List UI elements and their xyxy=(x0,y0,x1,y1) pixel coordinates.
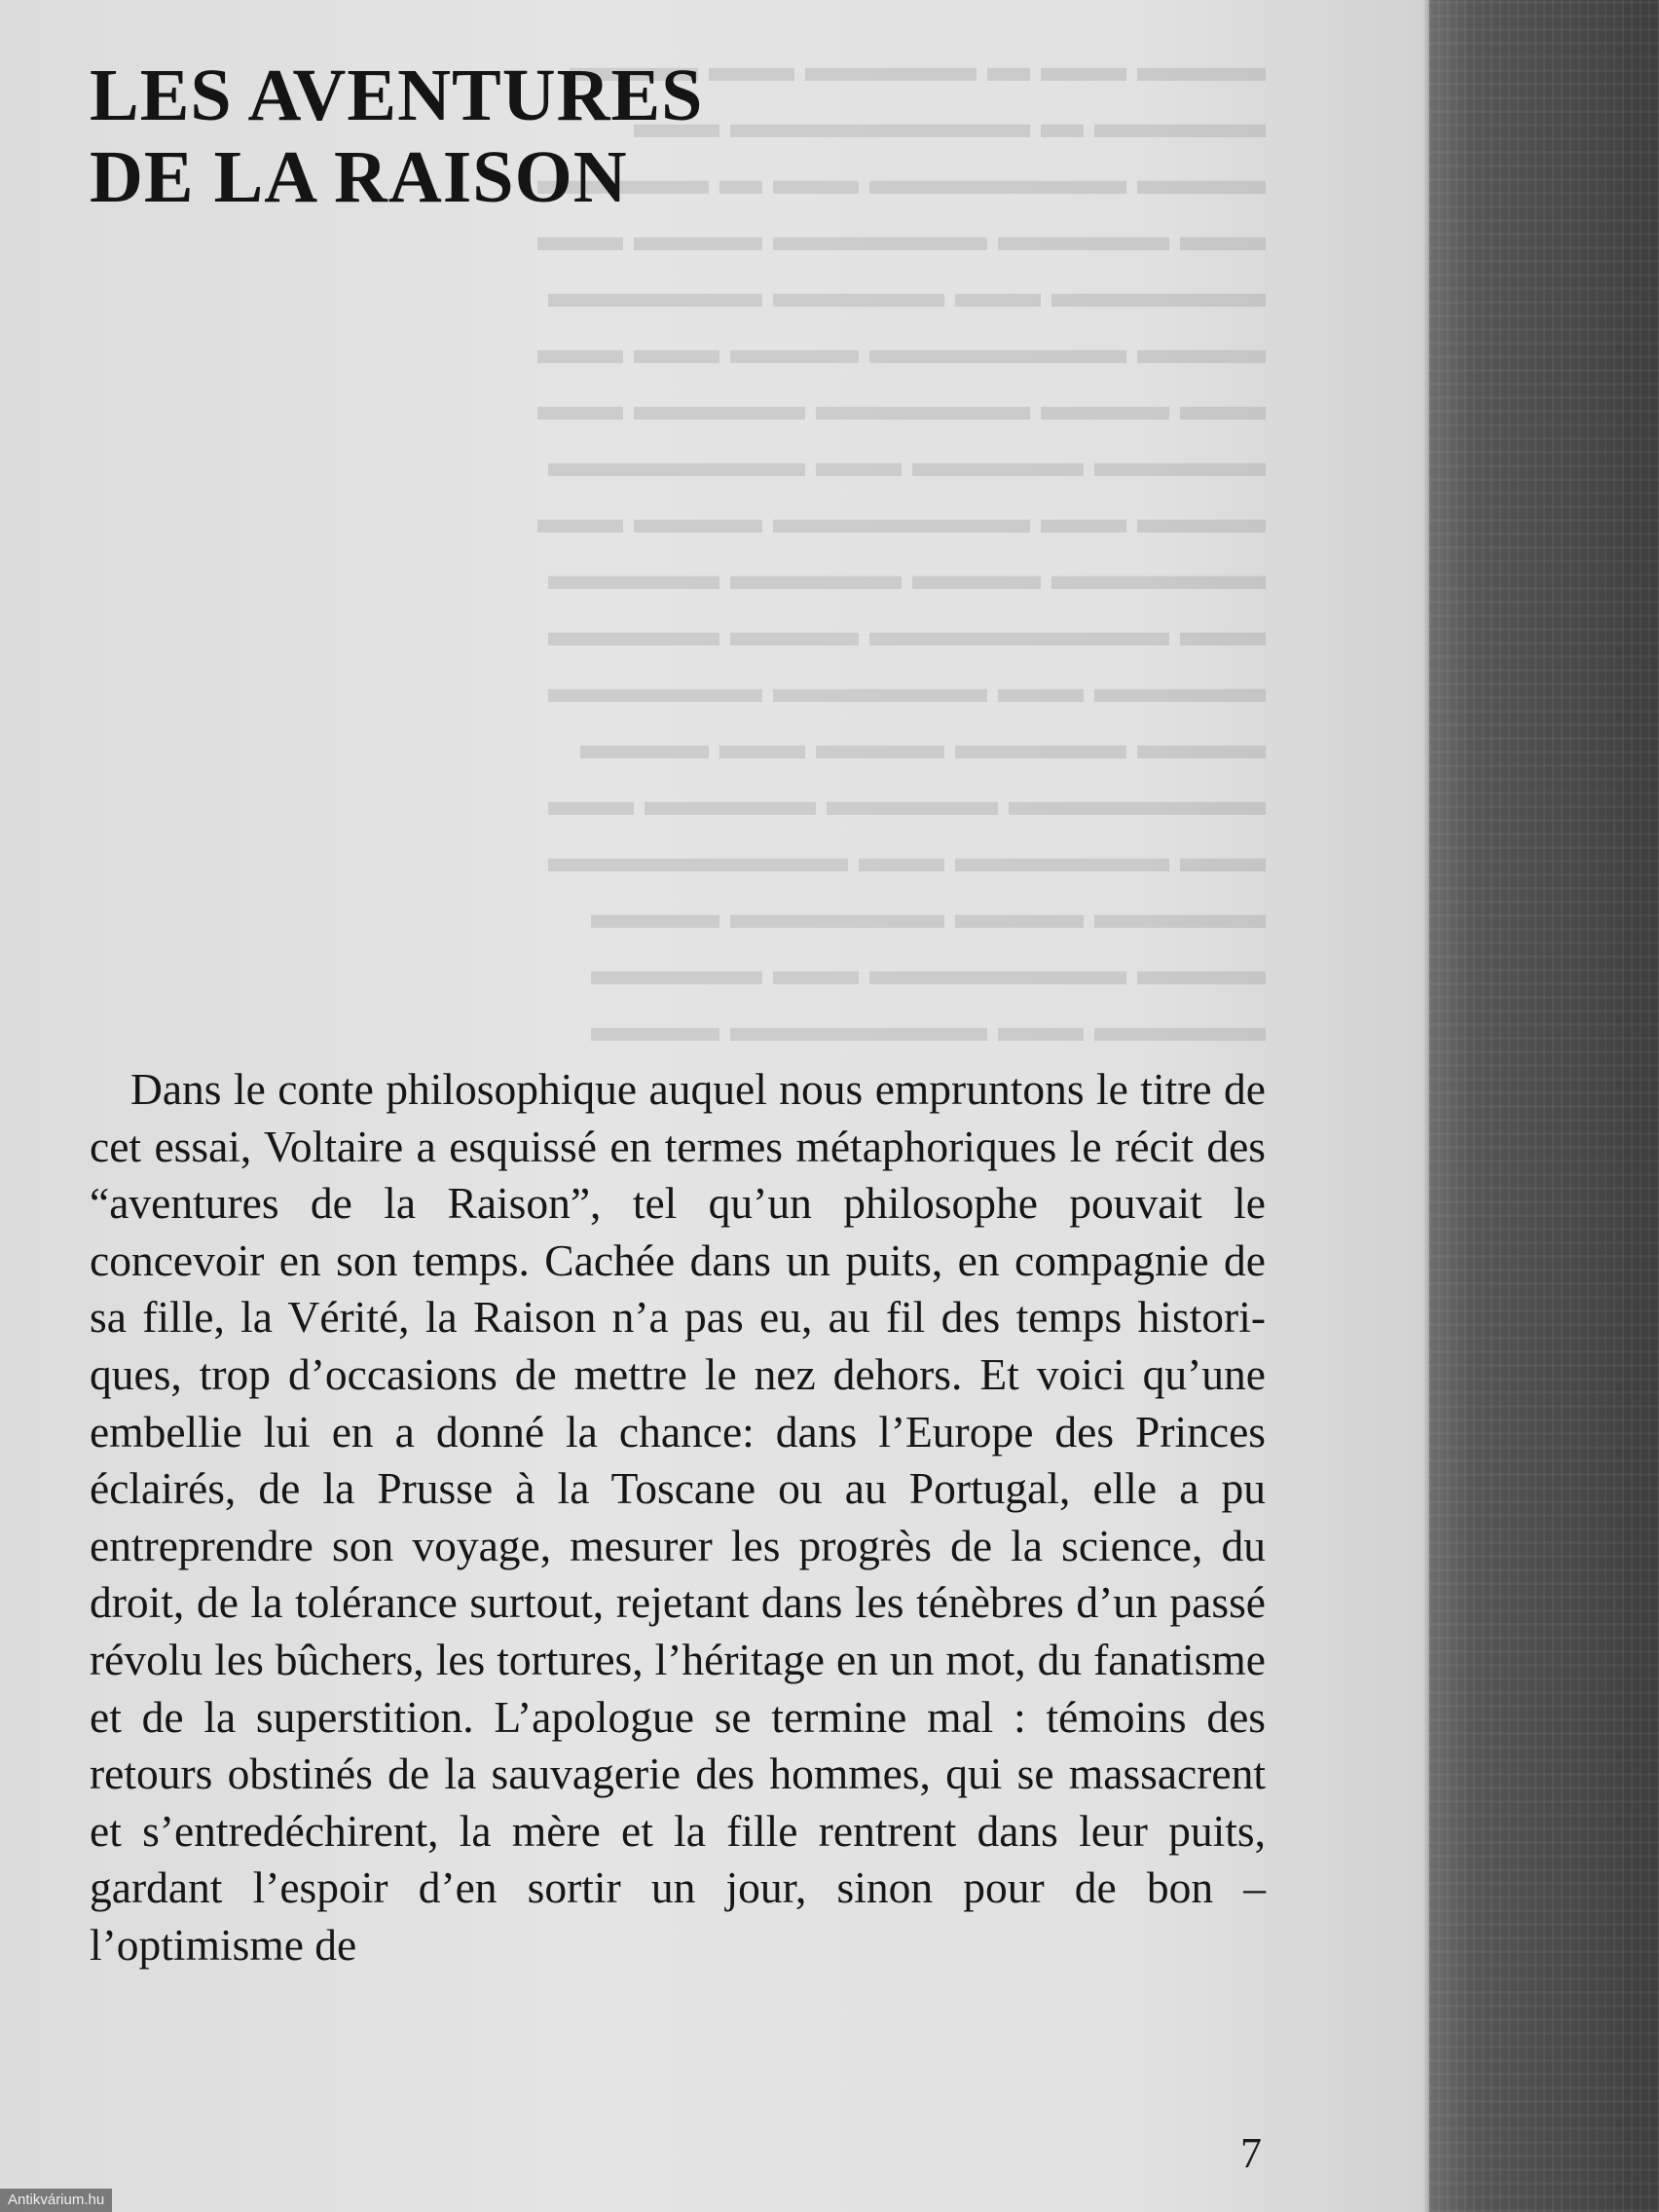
chapter-title-line-1: LES AVENTURES xyxy=(90,55,704,136)
chapter-title xyxy=(90,55,703,218)
body-paragraph: Dans le conte philosophique auquel nous empruntons le titre de cet essai, Voltaire a esquissé en termes métaphoriques le récit des “aventures de la Raison”, tel qu’un philosophe pouvait le concevoir en son temps. Cachée dans un puits, en compagnie de sa fille, la Vérité, la Raison n’a pas eu, au fil des temps historiques, trop d’occasions de mettre le nez dehors. Et voici qu’une embellie lui en a donné la chance: dans l’Europe des Princes éclairés, de la Prusse à la Toscane ou au Portugal, elle a pu entreprendre son voyage, mesurer les progrès de la science, du droit, de la tolérance surtout, rejetant dans les ténèbres d’un passé révolu les bûchers, les tortures, l’héritage en un mot, du fanatisme et de la superstition. L’apologue se termine mal : témoins des retours obstinés de la sauvagerie des hommes, qui se massacrent et s’entredéchirent, la mère et la fille rentrent dans leur puits, gardant l’espoir d’en sortir un jour, sinon pour de bon – l’optimisme de xyxy=(90,1064,1266,1970)
page-number: 7 xyxy=(1240,2129,1262,2177)
book-gutter xyxy=(1429,0,1659,2212)
show-through-texture: ▬▬▬ ▬▬ ▬ ▬▬▬▬ ▬▬ ▬▬▬ ▬▬▬▬ ▬ ▬▬▬▬▬▬▬ ▬▬ ▬▬▬ ▬▬▬▬▬▬ ▬▬ ▬ ▬▬▬▬ ▬▬ ▬▬▬▬ ▬▬▬▬▬ ▬▬▬ ▬▬ ▬▬▬▬▬ ▬▬ ▬▬▬▬ ▬▬▬▬▬ ▬▬▬ ▬▬▬▬▬▬ ▬▬▬ ▬▬ ▬▬ ▬▬ ▬▬▬ ▬▬▬▬▬ ▬▬▬▬ ▬▬ ▬▬▬▬ ▬▬▬▬ ▬▬ ▬▬▬▬▬▬ ▬▬▬ ▬▬ ▬▬▬▬▬▬ ▬▬▬ ▬▬ ▬▬▬▬▬ ▬▬▬ ▬▬▬▬ ▬▬▬▬ ▬▬ ▬▬▬▬▬▬▬ ▬▬▬ ▬▬▬▬ ▬▬▬▬ ▬▬ ▬▬▬▬▬ ▬▬▬▬▬ ▬▬▬ ▬▬▬▬ ▬▬▬ ▬▬ ▬▬▬ ▬▬▬▬▬▬ ▬▬▬▬ ▬▬▬▬ ▬▬ ▬▬ ▬▬▬▬▬ ▬▬ ▬▬▬▬▬▬▬ ▬▬▬▬ ▬▬▬ ▬▬▬▬▬ ▬▬▬ ▬▬▬ ▬▬▬▬▬▬ ▬▬ ▬▬▬▬ ▬▬▬▬ ▬▬ ▬▬▬▬▬▬ ▬▬▬ xyxy=(537,43,1266,1051)
chapter-title-line-2: DE LA RAISON xyxy=(90,136,628,218)
watermark-label: Antikvárium.hu xyxy=(0,2189,112,2212)
